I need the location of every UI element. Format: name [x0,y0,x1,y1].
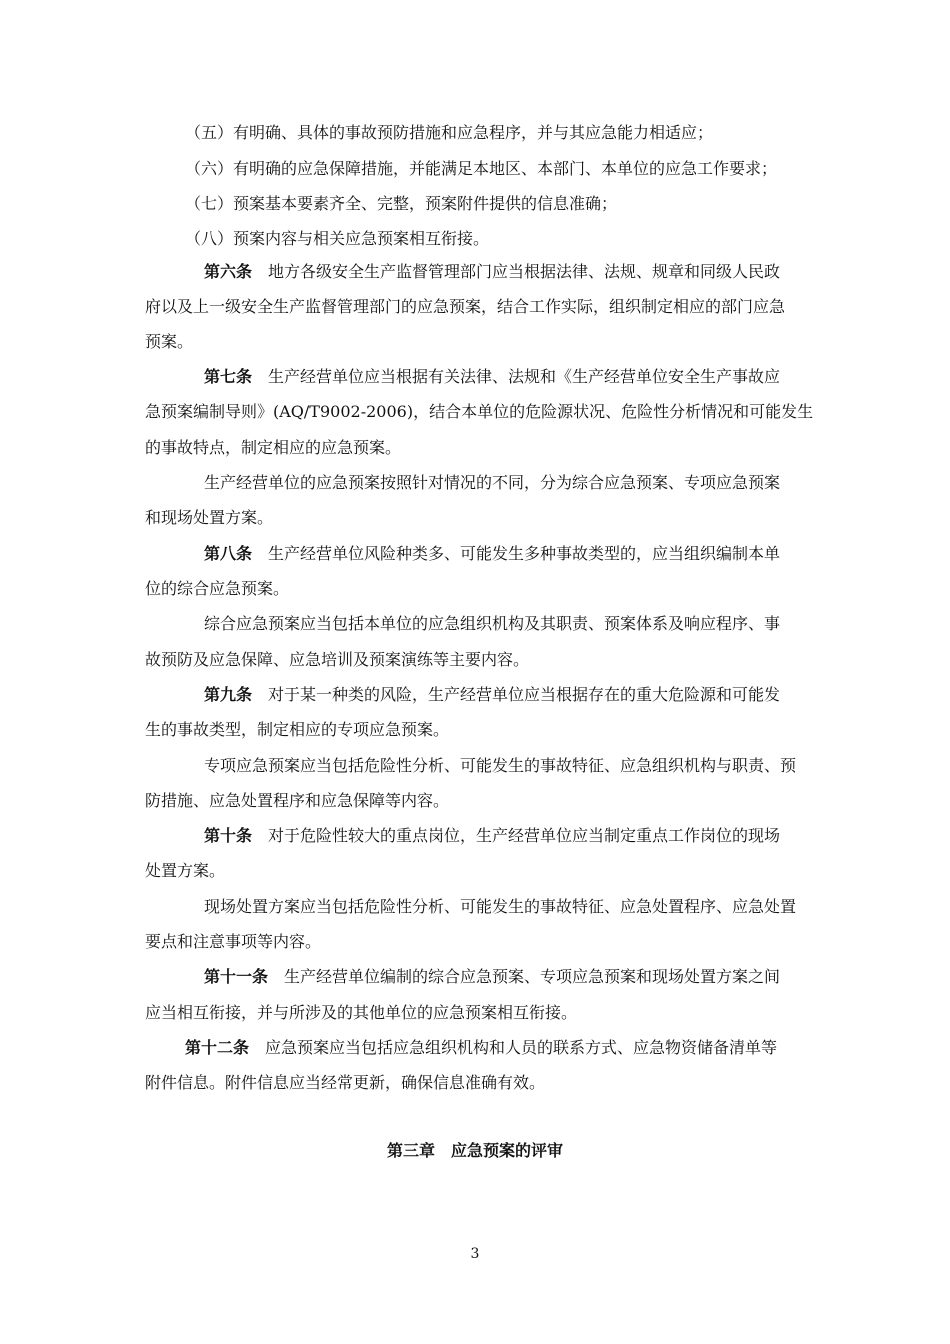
item-5: （五）有明确、具体的事故预防措施和应急程序，并与其应急能力相适应； [185,123,714,142]
article-12-title: 第十二条 [185,1038,250,1057]
article-8-line-1: 第八条 生产经营单位风险种类多、可能发生多种事故类型的，应当组织编制本单 [204,544,781,563]
article-12-line-2: 附件信息。附件信息应当经常更新，确保信息准确有效。 [145,1073,546,1092]
article-8-line-2: 位的综合应急预案。 [145,579,290,598]
article-8-title: 第八条 [204,544,253,563]
page-number: 3 [470,1246,480,1262]
article-6-line-3: 预案。 [145,332,194,351]
article-11-line-2: 应当相互衔接，并与所涉及的其他单位的应急预案相互衔接。 [145,1003,578,1022]
article-9-title: 第九条 [204,685,253,704]
article-6-title: 第六条 [204,262,253,281]
article-7-title: 第七条 [204,367,253,386]
article-10-line-2: 处置方案。 [145,861,226,880]
article-8-para-2-line-1: 综合应急预案应当包括本单位的应急组织机构及其职责、预案体系及响应程序、事 [204,614,781,633]
article-9-para-2-line-2: 防措施、应急处置程序和应急保障等内容。 [145,791,450,810]
item-8: （八）预案内容与相关应急预案相互衔接。 [185,229,490,248]
article-7-line-3: 的事故特点，制定相应的应急预案。 [145,438,402,457]
item-7: （七）预案基本要素齐全、完整，预案附件提供的信息准确； [185,194,618,213]
article-7-line-1: 第七条 生产经营单位应当根据有关法律、法规和《生产经营单位安全生产事故应 [204,367,781,386]
article-7-line-2: 急预案编制导则》(AQ/T9002-2006)，结合本单位的危险源状况、危险性分析情况和可能发生 [145,402,814,421]
article-10-title: 第十条 [204,826,253,845]
chapter-heading: 第三章 应急预案的评审 [386,1141,563,1160]
article-10-para-2-line-1: 现场处置方案应当包括危险性分析、可能发生的事故特征、应急处置程序、应急处置 [204,897,797,916]
article-6-line-2: 府以及上一级安全生产监督管理部门的应急预案，结合工作实际，组织制定相应的部门应急 [145,297,786,316]
article-8-para-2-line-2: 故预防及应急保障、应急培训及预案演练等主要内容。 [145,650,530,669]
article-9-para-2-line-1: 专项应急预案应当包括危险性分析、可能发生的事故特征、应急组织机构与职责、预 [204,756,797,775]
article-11-line-1: 第十一条 生产经营单位编制的综合应急预案、专项应急预案和现场处置方案之间 [204,967,781,986]
article-9-line-1: 第九条 对于某一种类的风险，生产经营单位应当根据存在的重大危险源和可能发 [204,685,781,704]
article-9-line-2: 生的事故类型，制定相应的专项应急预案。 [145,720,450,739]
article-10-line-1: 第十条 对于危险性较大的重点岗位，生产经营单位应当制定重点工作岗位的现场 [204,826,781,845]
article-10-para-2-line-2: 要点和注意事项等内容。 [145,932,322,951]
article-7-para-2-line-2: 和现场处置方案。 [145,508,274,527]
article-7-para-2-line-1: 生产经营单位的应急预案按照针对情况的不同，分为综合应急预案、专项应急预案 [204,473,781,492]
item-6: （六）有明确的应急保障措施，并能满足本地区、本部门、本单位的应急工作要求； [185,159,778,178]
article-11-title: 第十一条 [204,967,269,986]
article-6-line-1: 第六条 地方各级安全生产监督管理部门应当根据法律、法规、规章和同级人民政 [204,262,781,281]
article-12-line-1: 第十二条 应急预案应当包括应急组织机构和人员的联系方式、应急物资储备清单等 [185,1038,778,1057]
